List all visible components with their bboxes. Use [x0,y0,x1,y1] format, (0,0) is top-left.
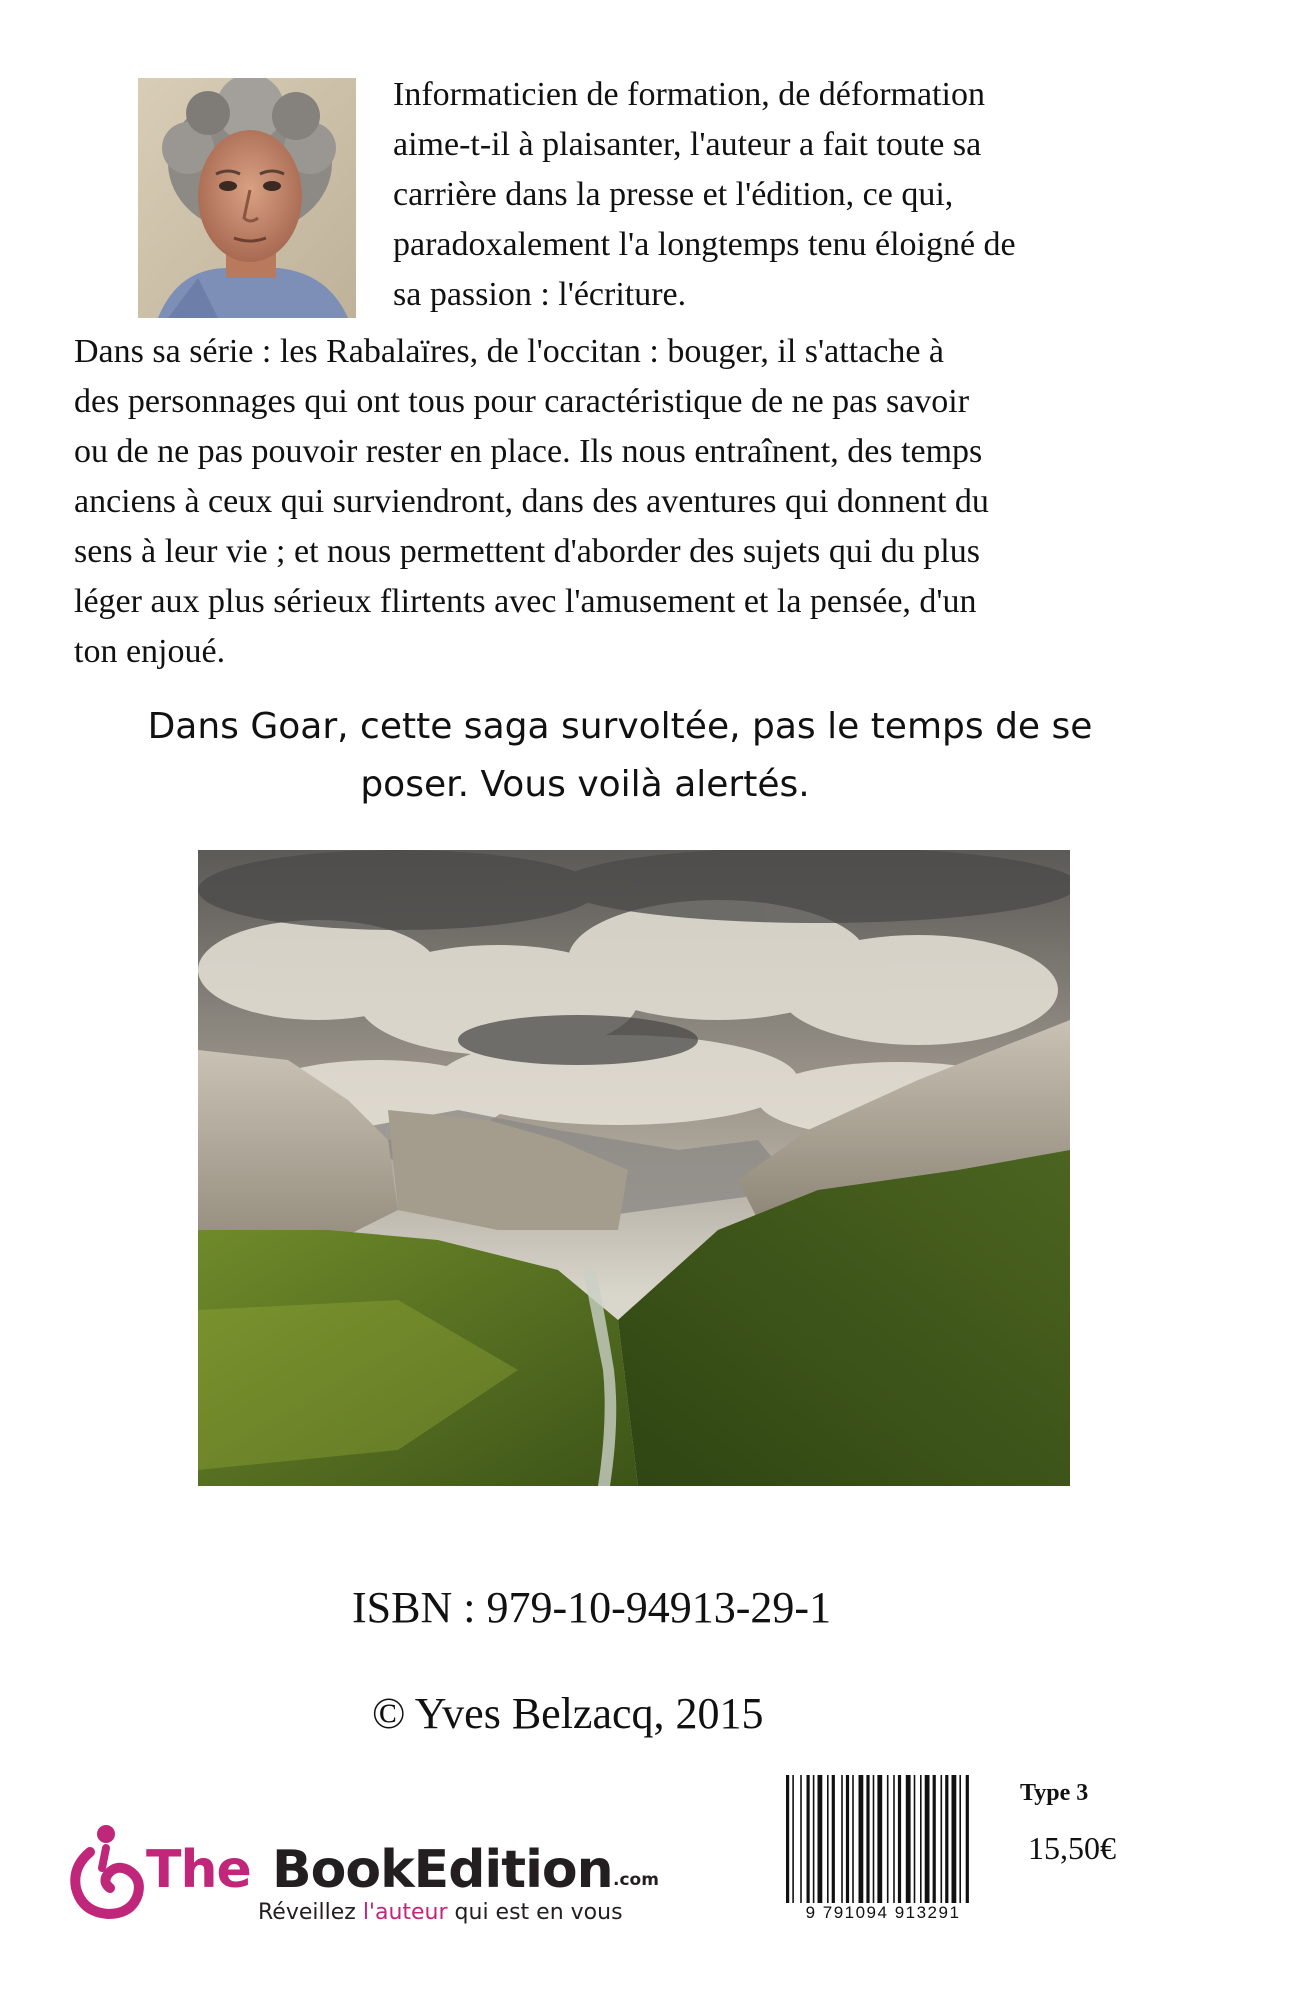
series-line: ou de ne pas pouvoir rester en place. Ils nous entraînent, des temps [74,433,983,470]
barcode-bar [941,1775,943,1903]
copyright-notice: © Yves Belzacq, 2015 [372,1689,764,1738]
barcode-bar [877,1775,882,1903]
series-line: sens à leur vie ; et nous permettent d'aborder des sujets qui du plus [74,533,980,570]
tagline-line: poser. Vous voilà alertés. [360,764,810,805]
barcode-bar [807,1775,810,1903]
bio-line: paradoxalement l'a longtemps tenu éloigné de [393,226,1016,263]
tagline [90,698,1150,814]
series-line: anciens à ceux qui surviendront, dans des aventures qui donnent du [74,483,989,520]
series-line: Dans sa série : les Rabalaïres, de l'occitan : bouger, il s'attache à [74,333,945,370]
barcode-bar [866,1775,869,1903]
tagline-line: Dans Goar, cette saga survoltée, pas le temps de se [147,706,1093,747]
barcode-bar [959,1775,961,1903]
bio-line: sa passion : l'écriture. [393,276,687,313]
barcode-bar [925,1775,930,1903]
barcode-bar [813,1775,815,1903]
series-line: léger aux plus sérieux flirtents avec l'amusement et la pensée, d'un [74,583,977,620]
barcode-bar [952,1775,957,1903]
logo-wordmark-the: The [146,1840,251,1900]
barcode-number: 9 791094 913291 [805,1903,961,1922]
barcode-bar [841,1775,843,1903]
barcode-bar [846,1775,849,1903]
barcode-bar [920,1775,922,1903]
barcode-bar [800,1775,802,1903]
barcode-bar [852,1775,854,1903]
barcode-bar [887,1775,889,1903]
barcode-type-label: Type 3 [1020,1780,1089,1806]
barcode-bar [827,1775,829,1903]
barcode-bar [933,1775,936,1903]
series-line: des personnages qui ont tous pour caractéristique de ne pas savoir [74,383,970,420]
barcode-bar [818,1775,823,1903]
author-photo [138,78,356,318]
barcode-bar [859,1775,864,1903]
logo-wordmark-com: .com [613,1870,659,1890]
barcode-bar [792,1775,794,1903]
slogan-part: Réveillez [258,1900,363,1925]
barcode-bar [873,1775,875,1903]
barcode-bar [914,1775,916,1903]
logo-slogan [258,1900,623,1925]
barcode-bar [945,1775,948,1903]
barcode-bar [898,1775,901,1903]
barcode-bar [966,1775,969,1903]
isbn: ISBN : 979-10-94913-29-1 [352,1583,832,1632]
price: 15,50€ [1028,1830,1116,1866]
series-description [74,327,1194,677]
barcode-bar [786,1775,789,1903]
author-bio [393,70,1153,320]
slogan-accent: l'auteur [362,1900,448,1925]
barcode-bar [906,1775,911,1903]
barcode-bar [832,1775,835,1903]
bio-line: aime-t-il à plaisanter, l'auteur a fait toute sa [393,126,982,163]
person-spiral-icon [60,1822,150,1922]
canyon-landscape-image [198,850,1070,1486]
bio-line: carrière dans la presse et l'édition, ce qui, [393,176,954,213]
logo-wordmark-bookedition: BookEdition [272,1840,613,1900]
barcode-bar [893,1775,895,1903]
series-line: ton enjoué. [74,633,226,670]
publisher-logo [60,1822,680,1932]
bio-line: Informaticien de formation, de déformation [393,76,985,113]
barcode [782,1775,982,1910]
slogan-part: qui est en vous [447,1900,623,1925]
